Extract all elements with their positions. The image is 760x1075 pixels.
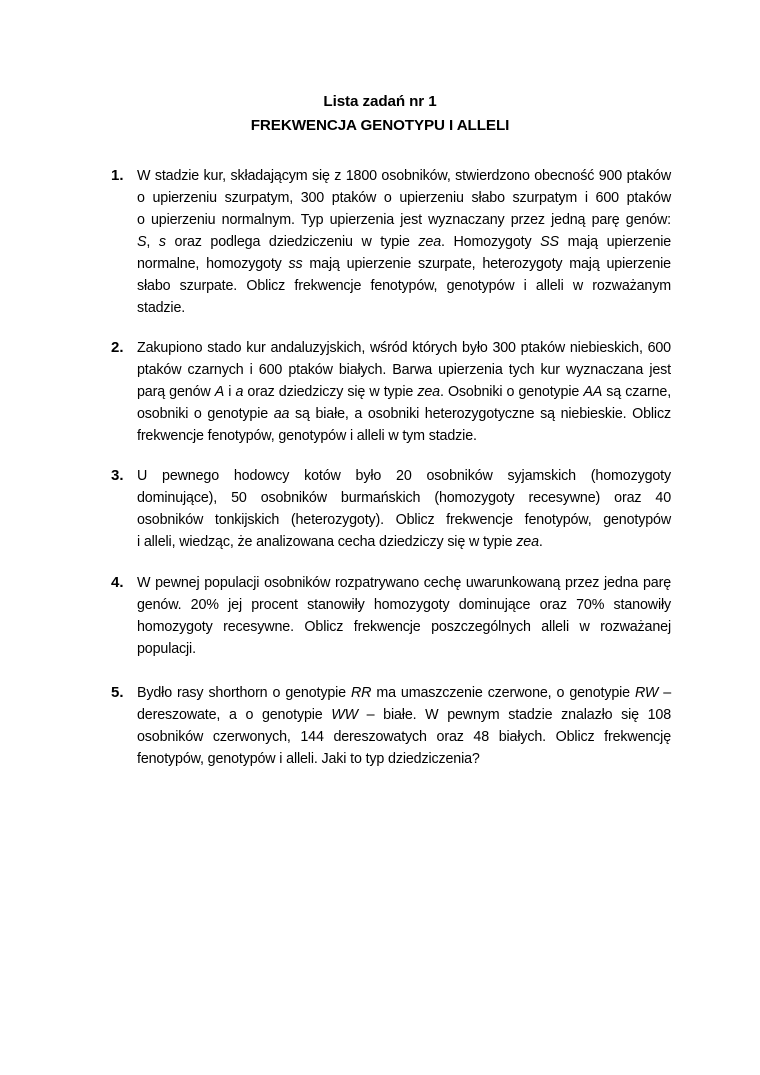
task-line: W stadzie kur, składającym się z 1800 osobników, stwierdzono obecność 900 ptaków (137, 168, 671, 184)
task-line: ptaków czarnych i 600 ptaków białych. Barwa upierzenia tych kur wyznaczana jest (137, 362, 671, 378)
task-line: Bydło rasy shorthorn o genotypie RR ma umaszczenie czerwone, o genotypie RW – (137, 685, 672, 701)
topic-title: FREKWENCJA GENOTYPU I ALLELI (250, 117, 510, 134)
task-number: 2. (111, 339, 124, 356)
list-title: Lista zadań nr 1 (323, 93, 437, 110)
task-text (137, 682, 671, 770)
task-text (137, 337, 671, 447)
task-line: stadzie. (137, 300, 186, 316)
task-number: 3. (111, 467, 124, 484)
task-line: fenotypów, genotypów i alleli. Jaki to typ dziedziczenia? (137, 751, 480, 767)
task-line: osobników tonkijskich (heterozygoty). Oblicz frekwencje fenotypów, genotypów (137, 512, 671, 528)
task-line: osobniki o genotypie aa są białe, a osobniki heterozygotyczne są niebieskie. Oblicz (137, 406, 671, 422)
task-line: S, s oraz podlega dziedziczeniu w typie zea. Homozygoty SS mają upierzenie (137, 234, 672, 250)
task-line: genów. 20% jej procent stanowiły homozygoty dominujące oraz 70% stanowiły (137, 597, 671, 613)
task-text (137, 572, 671, 660)
task-number: 5. (111, 684, 124, 701)
task-line: osobników czerwonych, 144 dereszowatych oraz 48 białych. Oblicz frekwencję (137, 729, 671, 745)
task-line: dereszowate, a o genotypie WW – białe. W pewnym stadzie znalazło się 108 (137, 707, 672, 723)
title-block (0, 90, 760, 138)
task-line: o upierzeniu normalnym. Typ upierzenia jest wyznaczany przez jedną parę genów: (137, 212, 671, 228)
task-line: Zakupiono stado kur andaluzyjskich, wśród których było 300 ptaków niebieskich, 600 (137, 340, 671, 356)
task-line: słabo szurpate. Oblicz frekwencje fenotypów, genotypów i alleli w rozważanym (137, 278, 671, 294)
task-line: populacji. (137, 641, 196, 657)
task-line: W pewnej populacji osobników rozpatrywano cechę uwarunkowaną przez jedna parę (137, 575, 671, 591)
task-line: homozygoty recesywne. Oblicz frekwencje poszczególnych alleli w rozważanej (137, 619, 671, 635)
task-text (137, 465, 671, 553)
task-line: o upierzeniu szurpatym, 300 ptaków o upierzeniu słabo szurpatym i 600 ptaków (137, 190, 671, 206)
task-line: U pewnego hodowcy kotów było 20 osobników syjamskich (homozygoty (137, 468, 671, 484)
task-number: 4. (111, 574, 124, 591)
task-line: dominujące), 50 osobników burmańskich (homozygoty recesywne) oraz 40 (137, 490, 671, 506)
task-line: frekwencje fenotypów, genotypów i alleli w tym stadzie. (137, 428, 477, 444)
task-line: normalne, homozygoty ss mają upierzenie szurpate, heterozygoty mają upierzenie (137, 256, 671, 272)
task-number: 1. (111, 167, 124, 184)
task-line: parą genów A i a oraz dziedziczy się w typie zea. Osobniki o genotypie AA są czarne, (137, 384, 672, 400)
task-line: i alleli, wiedząc, że analizowana cecha dziedziczy się w typie zea. (137, 534, 543, 550)
task-text (137, 165, 671, 319)
